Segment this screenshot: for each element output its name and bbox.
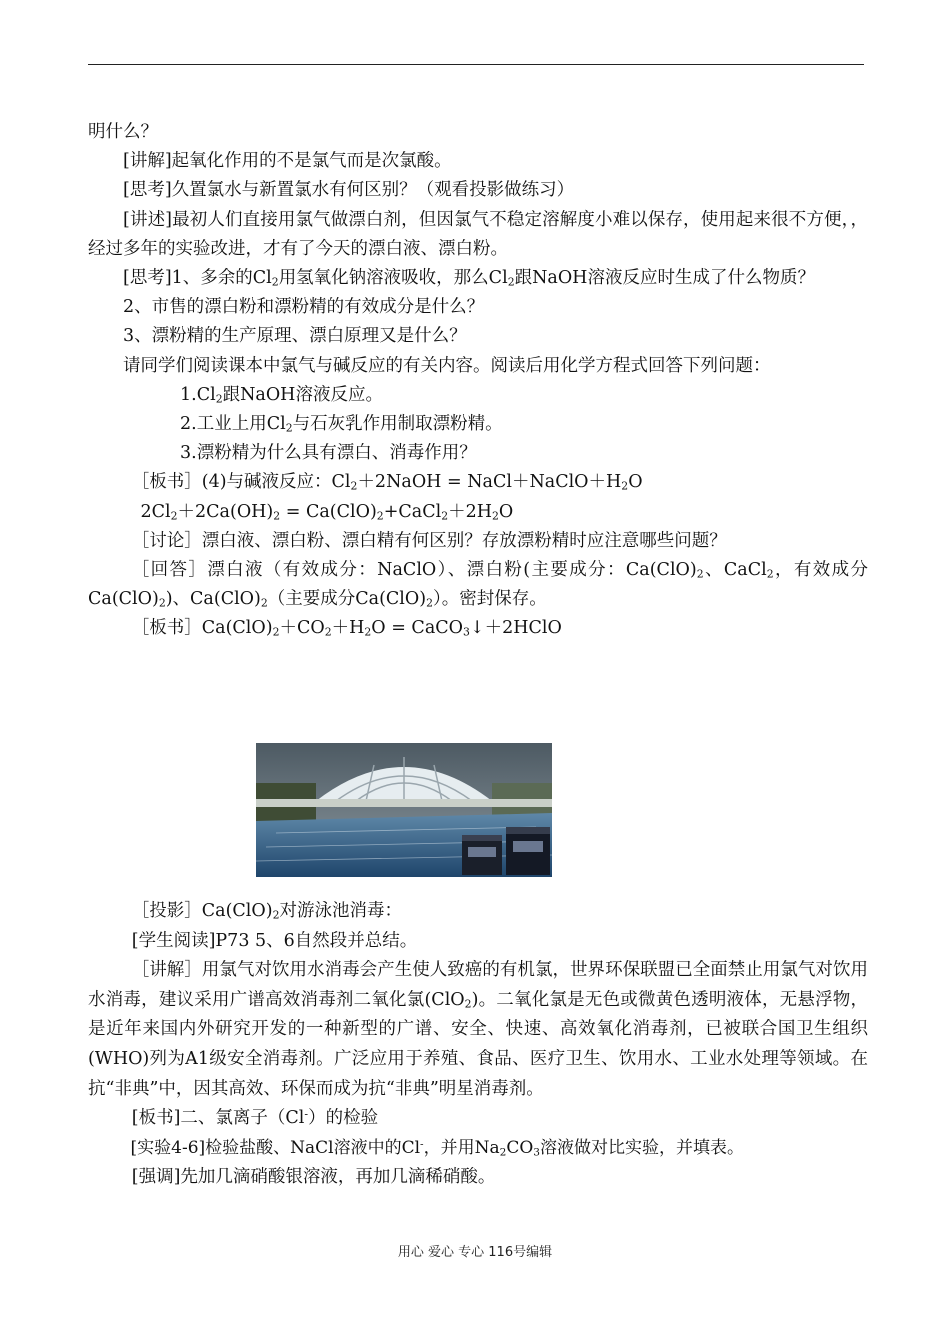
header-rule bbox=[88, 64, 864, 65]
paragraph: 明什么？ bbox=[88, 122, 158, 142]
question-3: 3.漂粉精为什么具有漂白、消毒作用？ bbox=[180, 443, 477, 464]
swimming-pool-photo bbox=[256, 743, 552, 877]
document-body-bottom bbox=[88, 897, 868, 1193]
paragraph-answer: ［回答］漂白液（有效成分：NaClO）、漂白粉(主要成分：$Ca(ClO)_2$、CaCl$_2$，有效成分$Ca(ClO)_2$)、$Ca(ClO)_2$（主要成分$Ca(ClO)_2$）。密封保存。 bbox=[88, 560, 869, 610]
page-footer: 用心 爱心 专心 116号编辑 bbox=[397, 1245, 553, 1260]
paragraph-lecture: ［讲解］用氯气对饮用水消毒会产生使人致癌的有机氯，世界环保联盟已全面禁止用氯气对饮用水消毒，建议采用广谱高效消毒剂二氧化氯(ClO$_2$)。二氧化氯是无色或微黄色透明液体，无悬浮物，是近年来国内外研究开发的一种新型的广谱、安全、快速、高效氧化消毒剂，已被联合国卫生组织(WHO)列为A1级安全消毒剂。广泛应用于养殖、食品、医疗卫生、饮用水、工业水处理等领域。在抗“非典”中，因其高效、环保而成为抗“非典”明星消毒剂。 bbox=[88, 960, 868, 1099]
board-equation-2: $2Cl_2+2Ca(OH)_2$ = $Ca(ClO)_2+CaCl_2+2H_2O$ bbox=[140, 501, 514, 523]
paragraph: [讲述]最初人们直接用氯气做漂白剂，但因氯气不稳定溶解度小难以保存，使用起来很不方便，，经过多年的实验改进，才有了今天的漂白液、漂白粉。 bbox=[88, 209, 868, 259]
paragraph-discuss: ［讨论］漂白液、漂白粉、漂白精有何区别？存放漂粉精时应注意哪些问题？ bbox=[131, 530, 727, 551]
board-equation-1: ［板书］(4)与碱液反应：$Cl_2+2NaOH$ = $NaCl+NaClO+H_2O$ bbox=[131, 472, 643, 494]
paragraph-experiment: [实验4-6]检验盐酸、NaCl溶液中的Cl-，并用$Na_2CO_3$溶液做对比实验，并填表。 bbox=[130, 1137, 744, 1159]
paragraph-student-read: [学生阅读]P73 5、6自然段并总结。 bbox=[131, 930, 418, 951]
paragraph-think-1: [思考]1、多余的$Cl_2$用氢氧化钠溶液吸收，那么$Cl_2$跟NaOH溶液反应时生成了什么物质？ bbox=[123, 268, 815, 289]
board-equation-3: ［板书$]Ca(ClO)_2+CO_2+H_2O$ = CaCO$_3$↓＋2HClO bbox=[131, 618, 562, 640]
document-body-top bbox=[88, 118, 868, 644]
question-1: $1.Cl_2$跟NaOH溶液反应。 bbox=[180, 384, 383, 406]
question-2: 2.工业上用$Cl_2$与石灰乳作用制取漂粉精。 bbox=[180, 414, 503, 435]
paragraph-think-3: 3、漂粉精的生产原理、漂白原理又是什么？ bbox=[123, 326, 467, 347]
paragraph-board-chloride: [板书]二、氯离子（Cl-）的检验 bbox=[131, 1107, 379, 1129]
paragraph-projection: ［投影$]Ca(ClO)_2$对游泳池消毒： bbox=[131, 901, 402, 922]
paragraph-think-2: 2、市售的漂白粉和漂粉精的有效成分是什么？ bbox=[123, 297, 485, 318]
paragraph-emphasis: [强调]先加几滴硝酸银溶液，再加几滴稀硝酸。 bbox=[131, 1167, 496, 1188]
paragraph: [思考]久置氯水与新置氯水有何区别？（观看投影做练习） bbox=[123, 180, 575, 201]
paragraph: [讲解]起氧化作用的不是氯气而是次氯酸。 bbox=[123, 151, 452, 172]
paragraph-read-prompt: 请同学们阅读课本中氯气与碱反应的有关内容。阅读后用化学方程式回答下列问题： bbox=[123, 355, 771, 376]
